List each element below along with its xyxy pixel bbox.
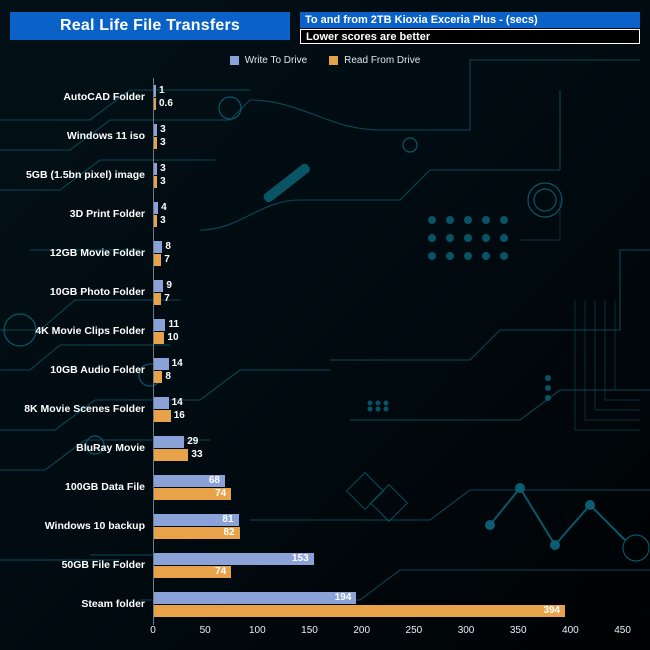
bar-read: [154, 410, 171, 422]
bar-row: [50, 352, 633, 391]
legend-label-write: Write To Drive: [244, 54, 308, 66]
bar-write: [154, 202, 158, 214]
bar-row: [61, 547, 633, 586]
bar-value-label: 74: [215, 566, 227, 578]
category-label: 10GB Photo Folder: [49, 285, 145, 298]
page-title: Real Life File Transfers: [60, 17, 240, 34]
x-tick-label: 50: [199, 625, 211, 636]
bar-row: [76, 430, 633, 469]
bar-value-label: 9: [166, 279, 172, 291]
bar-value-label: 74: [215, 488, 227, 500]
bar-row: [69, 195, 633, 234]
bar-read: [154, 215, 157, 227]
category-label: 10GB Audio Folder: [50, 364, 145, 377]
bar-write: [154, 358, 169, 370]
category-label: Windows 10 backup: [44, 520, 145, 533]
category-label: 12GB Movie Folder: [49, 246, 145, 259]
bar-row: [49, 234, 633, 273]
bar-write: [154, 280, 163, 292]
category-label: 5GB (1.5bn pixel) image: [25, 168, 145, 181]
x-tick-label: 450: [614, 625, 631, 636]
legend-item-write: [230, 55, 307, 66]
x-tick-label: 150: [301, 625, 318, 636]
bar-read: [154, 605, 565, 617]
bar-value-label: 11: [168, 318, 180, 330]
bar-value-label: 3: [160, 175, 166, 187]
x-tick-label: 250: [405, 625, 423, 636]
bar-read: [154, 293, 161, 305]
bar-read: [154, 176, 157, 188]
bar-value-label: 394: [543, 605, 561, 617]
bar-value-label: 7: [164, 253, 170, 265]
x-tick-label: 0: [150, 625, 156, 636]
bar-read: [154, 254, 161, 266]
bar-value-label: 7: [164, 292, 170, 304]
bar-value-label: 8: [165, 371, 171, 383]
bar-write: [154, 397, 169, 409]
x-axis: [150, 625, 633, 645]
bar-value-label: 8: [165, 240, 171, 252]
chart-subtitle: To and from 2TB Kioxia Exceria Plus - (secs): [305, 14, 538, 26]
bar-value-label: 81: [222, 514, 234, 526]
x-tick-label: 300: [457, 625, 475, 636]
category-label: 3D Print Folder: [69, 207, 145, 220]
bar-write: [154, 436, 184, 448]
subtitle-banner: [300, 12, 640, 28]
category-label: BluRay Movie: [76, 442, 145, 455]
chart-note: Lower scores are better: [306, 30, 431, 43]
bar-read: [154, 371, 162, 383]
legend-swatch-write: [230, 56, 239, 65]
x-tick-label: 350: [509, 625, 527, 636]
plot-area: [24, 78, 633, 625]
bar-write: [154, 592, 356, 604]
category-label: AutoCAD Folder: [63, 90, 145, 103]
x-tick-label: 100: [249, 625, 266, 636]
category-label: Steam folder: [81, 598, 145, 611]
x-tick-label: 200: [353, 625, 371, 636]
bar-value-label: 33: [191, 449, 203, 461]
bar-row: [63, 78, 633, 117]
bar-row: [35, 312, 633, 351]
bar-value-label: 3: [160, 214, 166, 226]
bar-value-label: 1: [159, 84, 165, 96]
note-banner: [300, 29, 640, 44]
bar-value-label: 4: [161, 201, 167, 213]
x-tick-label: 400: [562, 625, 579, 636]
bar-row: [49, 273, 633, 312]
bar-value-label: 16: [173, 410, 185, 422]
bar-row: [81, 586, 633, 625]
bar-value-label: 14: [171, 397, 183, 409]
bar-value-label: 3: [160, 136, 166, 148]
bar-value-label: 194: [334, 592, 352, 604]
bar-write: [154, 163, 157, 175]
category-label: Windows 11 iso: [66, 129, 145, 142]
bar-rows: [24, 78, 633, 625]
bar-row: [24, 391, 633, 430]
category-label: 4K Movie Clips Folder: [35, 324, 145, 337]
category-label: 50GB File Folder: [61, 559, 145, 572]
bar-row: [44, 508, 633, 547]
legend-label-read: Read From Drive: [344, 54, 421, 66]
bar-value-label: 3: [160, 123, 166, 135]
bar-value-label: 82: [223, 527, 235, 539]
bar-value-label: 14: [171, 358, 183, 370]
bar-write: [154, 124, 157, 136]
bar-read: [154, 137, 157, 149]
bar-value-label: 29: [187, 436, 199, 448]
bar-write: [154, 553, 314, 565]
bar-write: [154, 241, 162, 253]
bar-value-label: 10: [167, 331, 179, 343]
legend-swatch-read: [329, 56, 338, 65]
bar-read: [154, 98, 156, 110]
bar-write: [154, 319, 165, 331]
chart-title-banner: [10, 12, 290, 40]
bar-value-label: 68: [208, 475, 220, 487]
bar-value-label: 153: [291, 553, 309, 565]
category-label: 8K Movie Scenes Folder: [24, 403, 145, 416]
bar-value-label: 0.6: [159, 97, 173, 109]
bar-write: [154, 85, 156, 97]
bar-value-label: 3: [160, 162, 166, 174]
legend-item-read: [329, 55, 420, 66]
chart-legend: [0, 52, 650, 68]
bar-read: [154, 332, 164, 344]
bar-row: [65, 469, 633, 508]
bar-row: [66, 117, 633, 156]
bar-row: [25, 156, 633, 195]
bar-read: [154, 449, 188, 461]
category-label: 100GB Data File: [65, 481, 145, 494]
